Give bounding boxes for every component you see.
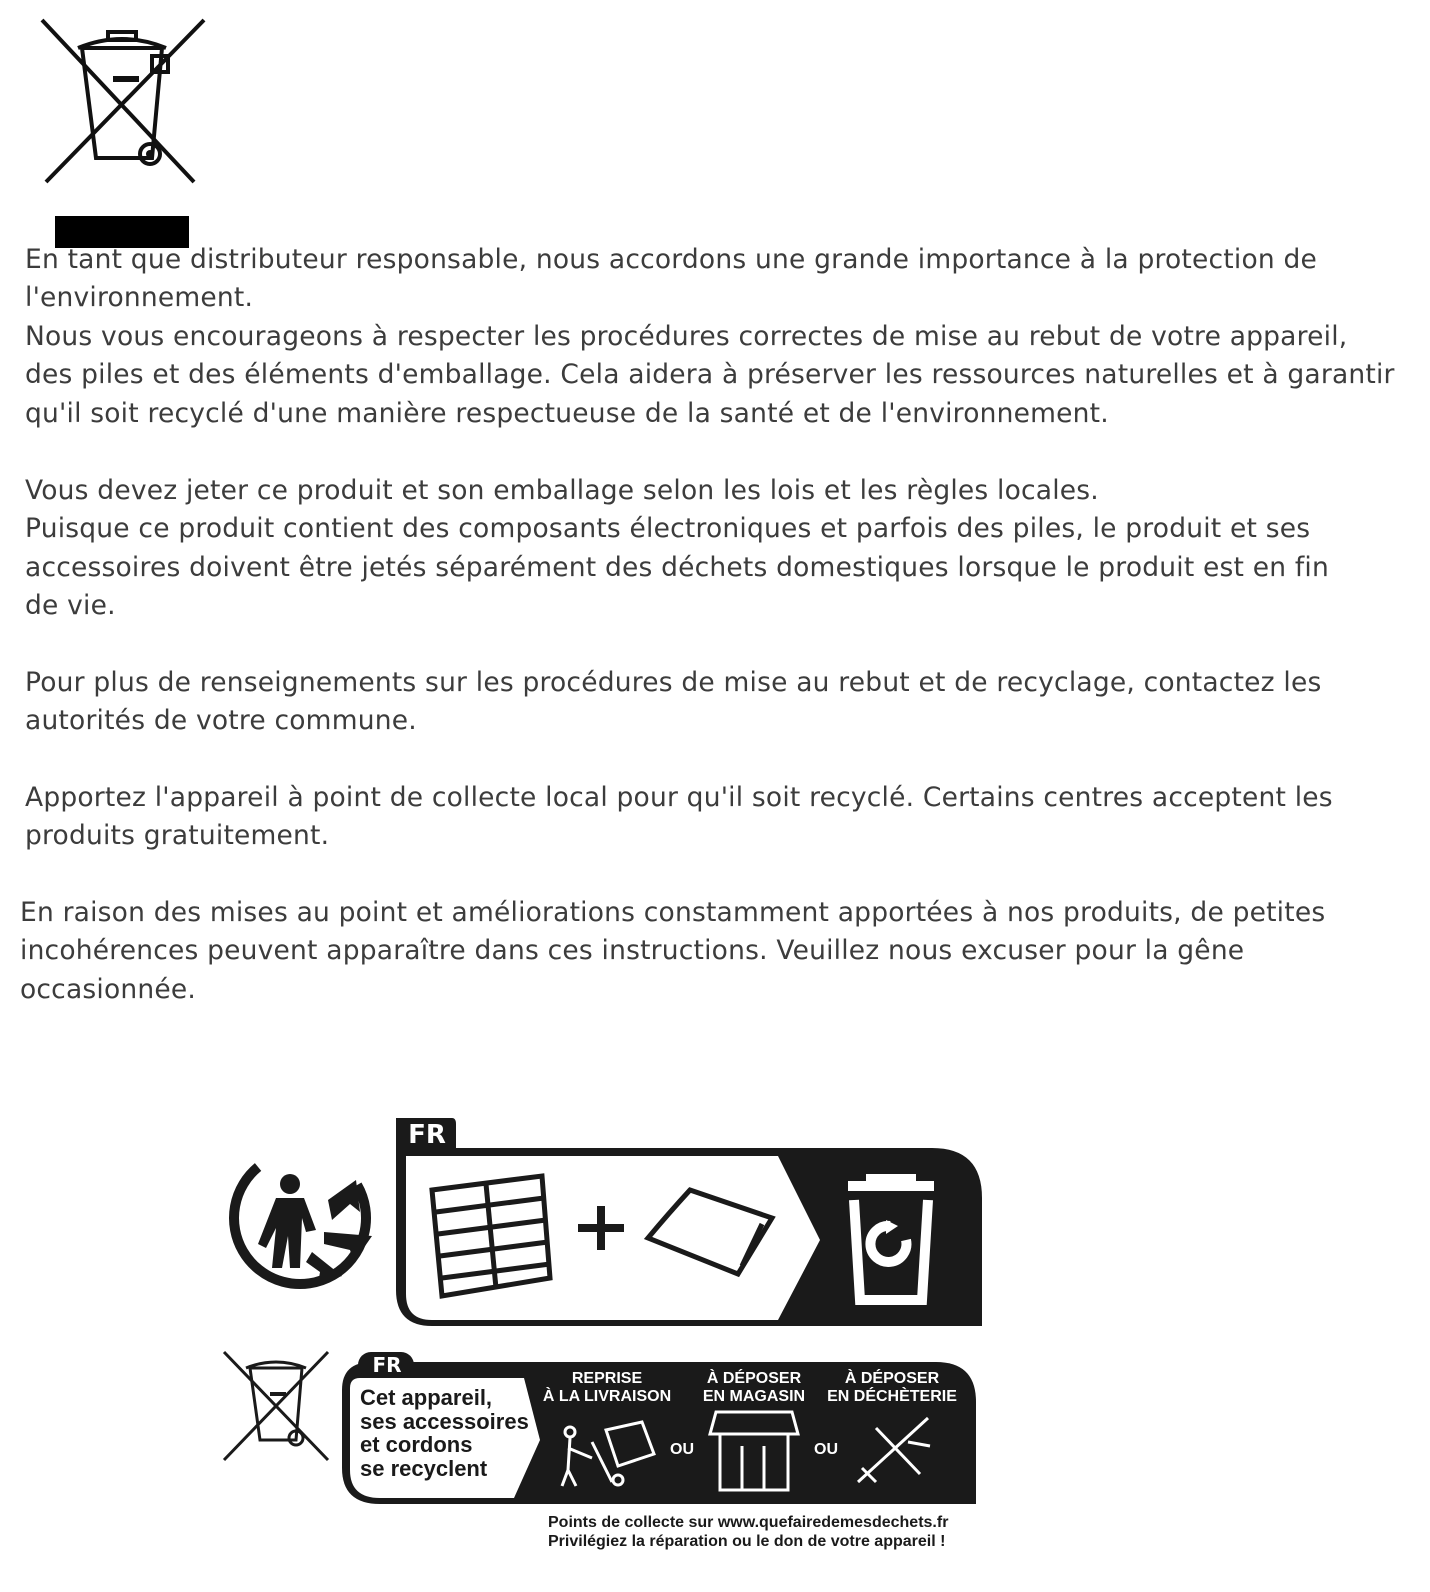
paragraph-info <box>25 664 1415 741</box>
country-badge: FR <box>408 1120 446 1150</box>
recycle-headline <box>360 1386 529 1480</box>
option-shop-label <box>694 1370 814 1406</box>
paragraph-collection <box>25 779 1415 856</box>
text-line: incohérences peuvent apparaître dans ces instructions. Veuillez nous excuser pour la gêne <box>20 935 1245 967</box>
headline-line: se recyclent <box>360 1455 488 1481</box>
headline-line: ses accessoires <box>360 1408 529 1434</box>
text-line: qu'il soit recyclé d'une manière respectueuse de la santé et de l'environnement. <box>25 397 1109 429</box>
crossed-bin-small-icon <box>220 1348 332 1462</box>
paragraph-disposal <box>25 472 1415 626</box>
option-line: À DÉPOSER <box>844 1370 940 1387</box>
text-line: l'environnement. <box>25 282 254 314</box>
text-line: autorités de votre commune. <box>25 705 417 737</box>
option-line: À DÉPOSER <box>706 1370 802 1387</box>
text-line: En tant que distributeur responsable, nous accordons une grande importance à la protection de <box>25 244 1318 275</box>
triman-logo-icon <box>228 1140 378 1290</box>
footer-note <box>548 1513 948 1551</box>
text-line: des piles et des éléments d'emballage. Cela aidera à préserver les ressources naturelles et à garantir <box>25 359 1395 391</box>
text-line: produits gratuitement. <box>25 820 330 852</box>
text-line: Vous devez jeter ce produit et son emballage selon les lois et les règles locales. <box>25 475 1099 506</box>
headline-line: Cet appareil, <box>360 1385 493 1410</box>
text-line: de vie. <box>25 590 116 622</box>
crossed-bin-icon <box>38 18 208 186</box>
option-line: REPRISE <box>571 1370 643 1387</box>
paragraph-intro <box>25 241 1415 433</box>
text-line: En raison des mises au point et améliorations constamment apportées à nos produits, de petites <box>20 897 1326 928</box>
text-line: accessoires doivent être jetés séparément des déchets domestiques lorsque le produit est en fin <box>25 551 1329 583</box>
headline-line: et cordons <box>360 1432 473 1457</box>
or-separator: OU <box>814 1441 838 1458</box>
text-line: Puisque ce produit contient des composants électroniques et parfois des piles, le produit et ses <box>25 513 1311 545</box>
country-badge: FR <box>372 1353 402 1377</box>
footer-line-2: Privilégiez la réparation ou le don de votre appareil ! <box>548 1533 946 1550</box>
footer-line-1: Points de collecte sur www.quefairedemesdechets.fr <box>548 1514 949 1531</box>
option-delivery-label <box>540 1370 674 1406</box>
packaging-recycling-banner <box>392 1114 986 1330</box>
option-line: EN DÉCHÈTERIE <box>827 1388 957 1405</box>
option-line: À LA LIVRAISON <box>542 1388 672 1405</box>
option-line: EN MAGASIN <box>702 1388 806 1405</box>
or-separator: OU <box>670 1441 694 1458</box>
option-waste-center-label <box>826 1370 958 1406</box>
paragraph-disclaimer <box>20 894 1410 1009</box>
text-line: occasionnée. <box>20 973 196 1005</box>
text-line: Apportez l'appareil à point de collecte local pour qu'il soit recyclé. Certains centres acceptent les <box>25 782 1333 813</box>
text-line: Nous vous encourageons à respecter les procédures correctes de mise au rebut de votre appareil, <box>25 320 1348 352</box>
text-line: Pour plus de renseignements sur les procédures de mise au rebut et de recyclage, contactez les <box>25 667 1322 698</box>
